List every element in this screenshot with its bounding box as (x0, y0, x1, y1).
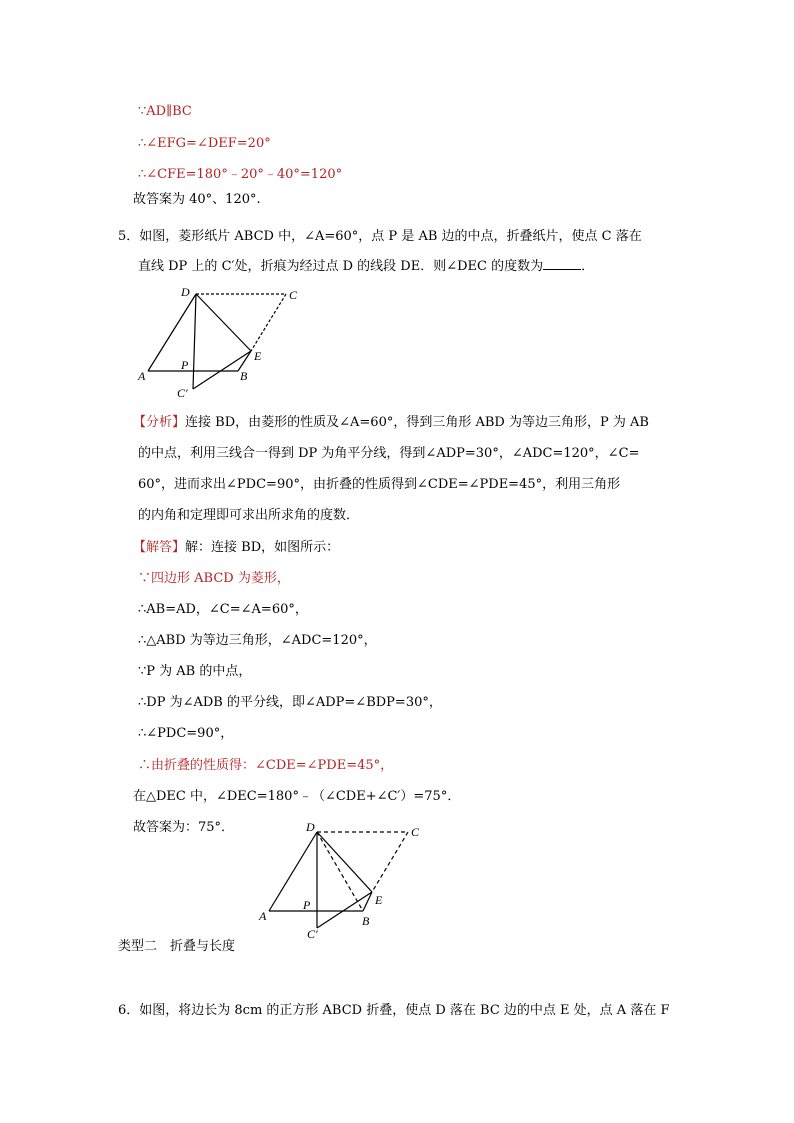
point-label-p: P (181, 358, 189, 372)
point-label-c: C (289, 288, 298, 302)
analysis-line-4: 的内角和定理即可求出所求角的度数． (138, 508, 360, 523)
point-label-b: B (362, 914, 370, 928)
point-label-c-prime: C′ (307, 927, 318, 941)
solution-line-6: ∴DP 为∠ADB 的平分线，即∠ADP=∠BDP=30°， (138, 695, 442, 710)
solution-line-7: ∴∠PDC=90°， (138, 726, 234, 741)
conclusion-line: ∴∠EFG=∠DEF=20° (138, 136, 271, 151)
analysis-tag: 【分析】 (133, 415, 186, 430)
section-title: 类型二 折叠与长度 (118, 939, 236, 954)
point-label-b: B (240, 369, 248, 383)
question-5-text: 5．如图，菱形纸片 ABCD 中，∠A=60°，点 P 是 AB 边的中点，折叠纸片，使点 C 落在 (118, 229, 642, 244)
solution-line-3: ∴AB=AD，∠C=∠A=60°， (138, 602, 308, 617)
solution-line-4: ∴△ABD 为等边三角形，∠ADC=120°， (138, 633, 377, 648)
reason-line: ∵AD∥BC (138, 104, 192, 119)
question-5-text-part: 直线 DP 上的 C′处，折痕为经过点 D 的线段 DE．则∠DEC 的度数为 (138, 259, 544, 274)
point-label-a: A (138, 369, 146, 383)
conclusion-line: ∴∠CFE=180°﹣20°﹣40°=120° (138, 167, 343, 182)
analysis-text: 连接 BD，由菱形的性质及∠A=60°，得到三角形 ABD 为等边三角形，P 为 AB (185, 415, 649, 430)
point-label-d: D (306, 820, 315, 834)
solution-line-5: ∵P 为 AB 的中点， (138, 664, 252, 679)
edge-ce-dashed (372, 832, 408, 892)
analysis-line-2: 的中点，利用三线合一得到 DP 为角平分线，得到∠ADP=30°，∠ADC=120°，∠C= (138, 446, 640, 461)
point-label-d: D (181, 285, 190, 299)
point-label-c-prime: C′ (177, 386, 188, 400)
solution-line-8: ∴由折叠的性质得：∠CDE=∠PDE=45°， (138, 758, 394, 773)
edge-de (317, 832, 372, 892)
point-label-c: C (411, 825, 420, 839)
analysis-line-3: 60°，进而求出∠PDC=90°，由折叠的性质得到∠CDE=∠PDE=45°，利用三角形 (138, 477, 621, 492)
edge-bd-dashed (317, 832, 363, 911)
question-6-text: 6．如图，将边长为 8cm 的正方形 ABCD 折叠，使点 D 落在 BC 边的中点 E 处，点 A 落在 F (118, 1003, 670, 1018)
solution-line-9: 在△DEC 中，∠DEC=180°﹣（∠CDE+∠C′）=75°． (133, 789, 461, 804)
solution-tag: 【解答】 (133, 540, 186, 555)
point-label-e: E (375, 893, 383, 907)
point-label-e: E (254, 349, 262, 363)
point-label-a: A (259, 909, 267, 923)
point-label-p: P (303, 898, 311, 912)
solution-text: 解：连接 BD，如图所示： (185, 540, 340, 555)
answer-line: 故答案为 40°、120°. (133, 192, 261, 207)
question-5-text-end: ． (581, 259, 595, 274)
solution-line-10: 故答案为：75°． (133, 820, 235, 835)
solution-line-2: ∵四边形 ABCD 为菱形， (138, 571, 290, 586)
